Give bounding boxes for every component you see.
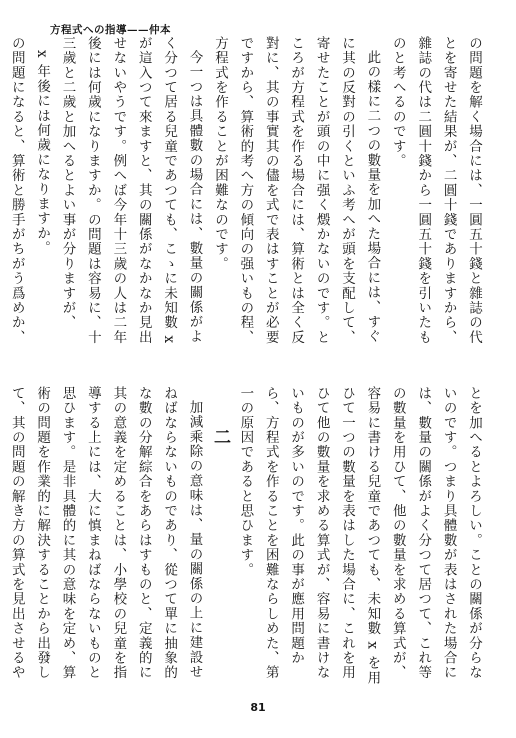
paragraph: の問題になると、算術と勝手がちがう爲めか、 bbox=[8, 36, 25, 345]
section-number: 二 bbox=[209, 428, 230, 447]
paragraph: 此の樣に二つの數量を加へた場合には、すぐに其の反對の引くといふ考へが頭を支配して、寄せたことが頭の中に强く燬かないのです。ところが方程式を作る場合には、算術とは全く反對に、其の事實其の儘を式で表はすことが必要ですから、算術的考へ方の傾向の强いもの程、方程式を作ることが困難なのです。 bbox=[211, 36, 381, 345]
upper-text-block bbox=[0, 36, 486, 354]
running-title: 方程式への指導——仲本 bbox=[50, 24, 171, 36]
paragraph: 今一つは具體數の場合には、數量の關係がよく分つて居る兒童であつても、こゝに未知數 x が這入つて來ますと、其の關係がなかなか見出せないやうです。例へば今年十三歲の人は二年後には何歲になりますか。の問題は容易に、十三歲と二歲と加へるとよい事が分りますが、 bbox=[59, 36, 203, 345]
paragraph: x 年後には何歲になりますか。 bbox=[34, 49, 51, 255]
paragraph: とを加へるとよろしい。ことの關係が分らないのです。つまり具體數が表はされた場合には、數量の關係がよく分つて居つて、これ等の數量を用ひて、他の數量を求める算式が、容易に書ける兒童であつても、未知數 x を用ひて一つの數量を表はした場合に、これを用ひて他の數量を求める算式が、容易に書けないものが多いのです。此の事が應用問題から、方程式を作ることを困難ならしめた、第一の原因であると思ひます。 bbox=[237, 386, 482, 686]
paragraph: 加減乘除の意味は、量の關係の上に建設せねばならないものであり、從つて單に抽象的な數の分解綜合をあらはすものと、定義的に其の意義を定めることは、小學校の兒童を指導する上には、大に慎まねばならないものと思ひます。是非具體的に其の意味を定め、算術の問題を作業的に解決することから出發して、其の問題の解き方の算式を見出させるや bbox=[8, 386, 203, 680]
section-heading bbox=[207, 386, 232, 686]
paragraph: の問題を解く場合には、一圓五十錢と雜誌の代とを寄せた結果が、二圓十錢でありますから、雜誌の代は二圓十錢から一圓五十錢を引いたものと考へるのです。 bbox=[389, 36, 482, 345]
lower-text-block bbox=[0, 386, 486, 686]
page-number: 81 bbox=[250, 701, 266, 714]
